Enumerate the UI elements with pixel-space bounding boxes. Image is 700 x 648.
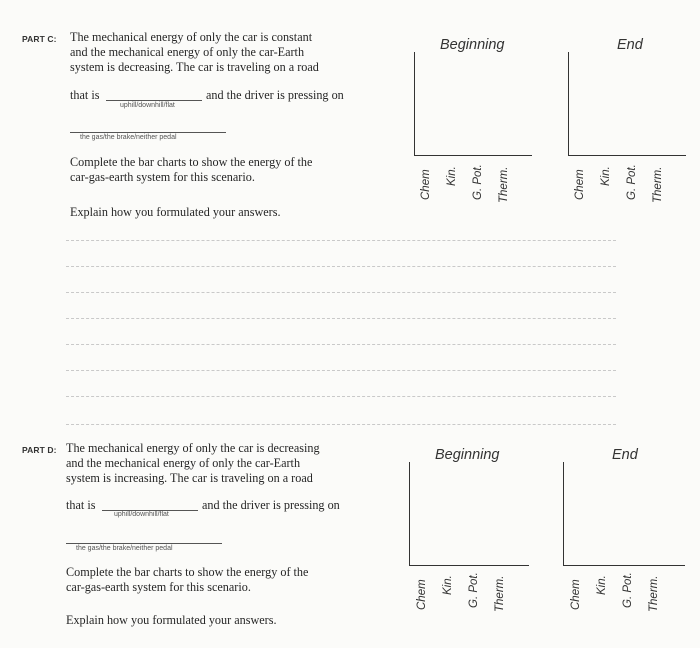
part-d-chart-end-y-axis <box>563 462 564 566</box>
part-c-road-hint: uphill/downhill/flat <box>120 102 175 109</box>
part-d-chart-beginning-y-axis <box>409 462 410 566</box>
part-c-explain: Explain how you formulated your answers. <box>70 205 281 219</box>
part-d-line-2: and the mechanical energy of only the car-Earth <box>66 456 301 470</box>
part-d-chart-beginning-title: Beginning <box>435 447 500 463</box>
answer-line[interactable] <box>66 292 616 293</box>
part-c-pedal-hint: the gas/the brake/neither pedal <box>80 134 177 141</box>
part-c-chart-end-x-axis[interactable] <box>568 155 686 156</box>
answer-line[interactable] <box>66 240 616 241</box>
part-c-label: PART C: <box>22 34 57 44</box>
answer-line[interactable] <box>66 344 616 345</box>
bar-label-g-pot: G. Pot. <box>622 572 634 608</box>
answer-line[interactable] <box>66 396 616 397</box>
part-d-instruction <box>66 565 308 595</box>
bar-label-therm: Therm. <box>652 166 664 203</box>
bar-label-chem: Chem <box>574 169 586 200</box>
part-c-that-is: that is <box>70 88 100 102</box>
bar-label-g-pot: G. Pot. <box>626 164 638 200</box>
part-d-pedal-hint: the gas/the brake/neither pedal <box>76 545 173 552</box>
part-c-chart-beginning-title: Beginning <box>440 37 505 53</box>
part-d-pedal-blank[interactable] <box>66 531 222 544</box>
bar-label-kin: Kin. <box>442 575 454 595</box>
part-d-chart-beginning-x-axis[interactable] <box>409 565 529 566</box>
part-d-chart-end-x-axis[interactable] <box>563 565 685 566</box>
bar-label-therm: Therm. <box>494 575 506 612</box>
bar-label-g-pot: G. Pot. <box>468 572 480 608</box>
bar-label-chem: Chem <box>416 579 428 610</box>
part-c-chart-beginning-x-axis[interactable] <box>414 155 532 156</box>
part-d-road-hint: uphill/downhill/flat <box>114 511 169 518</box>
bar-label-kin: Kin. <box>446 166 458 186</box>
part-c-instruction <box>70 155 312 185</box>
part-c-prompt <box>70 30 319 75</box>
bar-label-chem: Chem <box>570 579 582 610</box>
part-d-driver-text: and the driver is pressing on <box>202 498 340 512</box>
part-d-label: PART D: <box>22 445 57 455</box>
answer-line[interactable] <box>66 266 616 267</box>
part-d-road-blank[interactable] <box>102 498 198 511</box>
answer-line[interactable] <box>66 318 616 319</box>
part-d-that-is: that is <box>66 498 96 512</box>
part-c-road-blank[interactable] <box>106 88 202 101</box>
part-c-driver-text: and the driver is pressing on <box>206 88 344 102</box>
bar-label-g-pot: G. Pot. <box>472 164 484 200</box>
part-d-instruction-2: car-gas-earth system for this scenario. <box>66 580 251 594</box>
bar-label-chem: Chem <box>420 169 432 200</box>
bar-label-kin: Kin. <box>596 575 608 595</box>
part-c-chart-beginning-y-axis <box>414 52 415 156</box>
part-d-prompt <box>66 441 320 486</box>
bar-label-therm: Therm. <box>648 575 660 612</box>
part-c-chart-end-y-axis <box>568 52 569 156</box>
answer-line[interactable] <box>66 370 616 371</box>
part-c-line-1: The mechanical energy of only the car is constant <box>70 30 313 44</box>
part-d-instruction-1: Complete the bar charts to show the energy of the <box>66 565 309 579</box>
bar-label-therm: Therm. <box>498 166 510 203</box>
part-d-line-1: The mechanical energy of only the car is decreasing <box>66 441 320 455</box>
part-c-pedal-blank[interactable] <box>70 120 226 133</box>
bar-label-kin: Kin. <box>600 166 612 186</box>
part-c-line-3: system is decreasing. The car is traveling on a road <box>70 60 319 74</box>
part-d-explain: Explain how you formulated your answers. <box>66 613 277 627</box>
part-c-line-2: and the mechanical energy of only the car-Earth <box>70 45 305 59</box>
answer-line[interactable] <box>66 424 616 425</box>
part-d-chart-end-title: End <box>612 447 638 463</box>
part-c-chart-end-title: End <box>617 37 643 53</box>
part-c-instruction-2: car-gas-earth system for this scenario. <box>70 170 255 184</box>
part-c-instruction-1: Complete the bar charts to show the energy of the <box>70 155 313 169</box>
part-d-line-3: system is increasing. The car is traveling on a road <box>66 471 313 485</box>
